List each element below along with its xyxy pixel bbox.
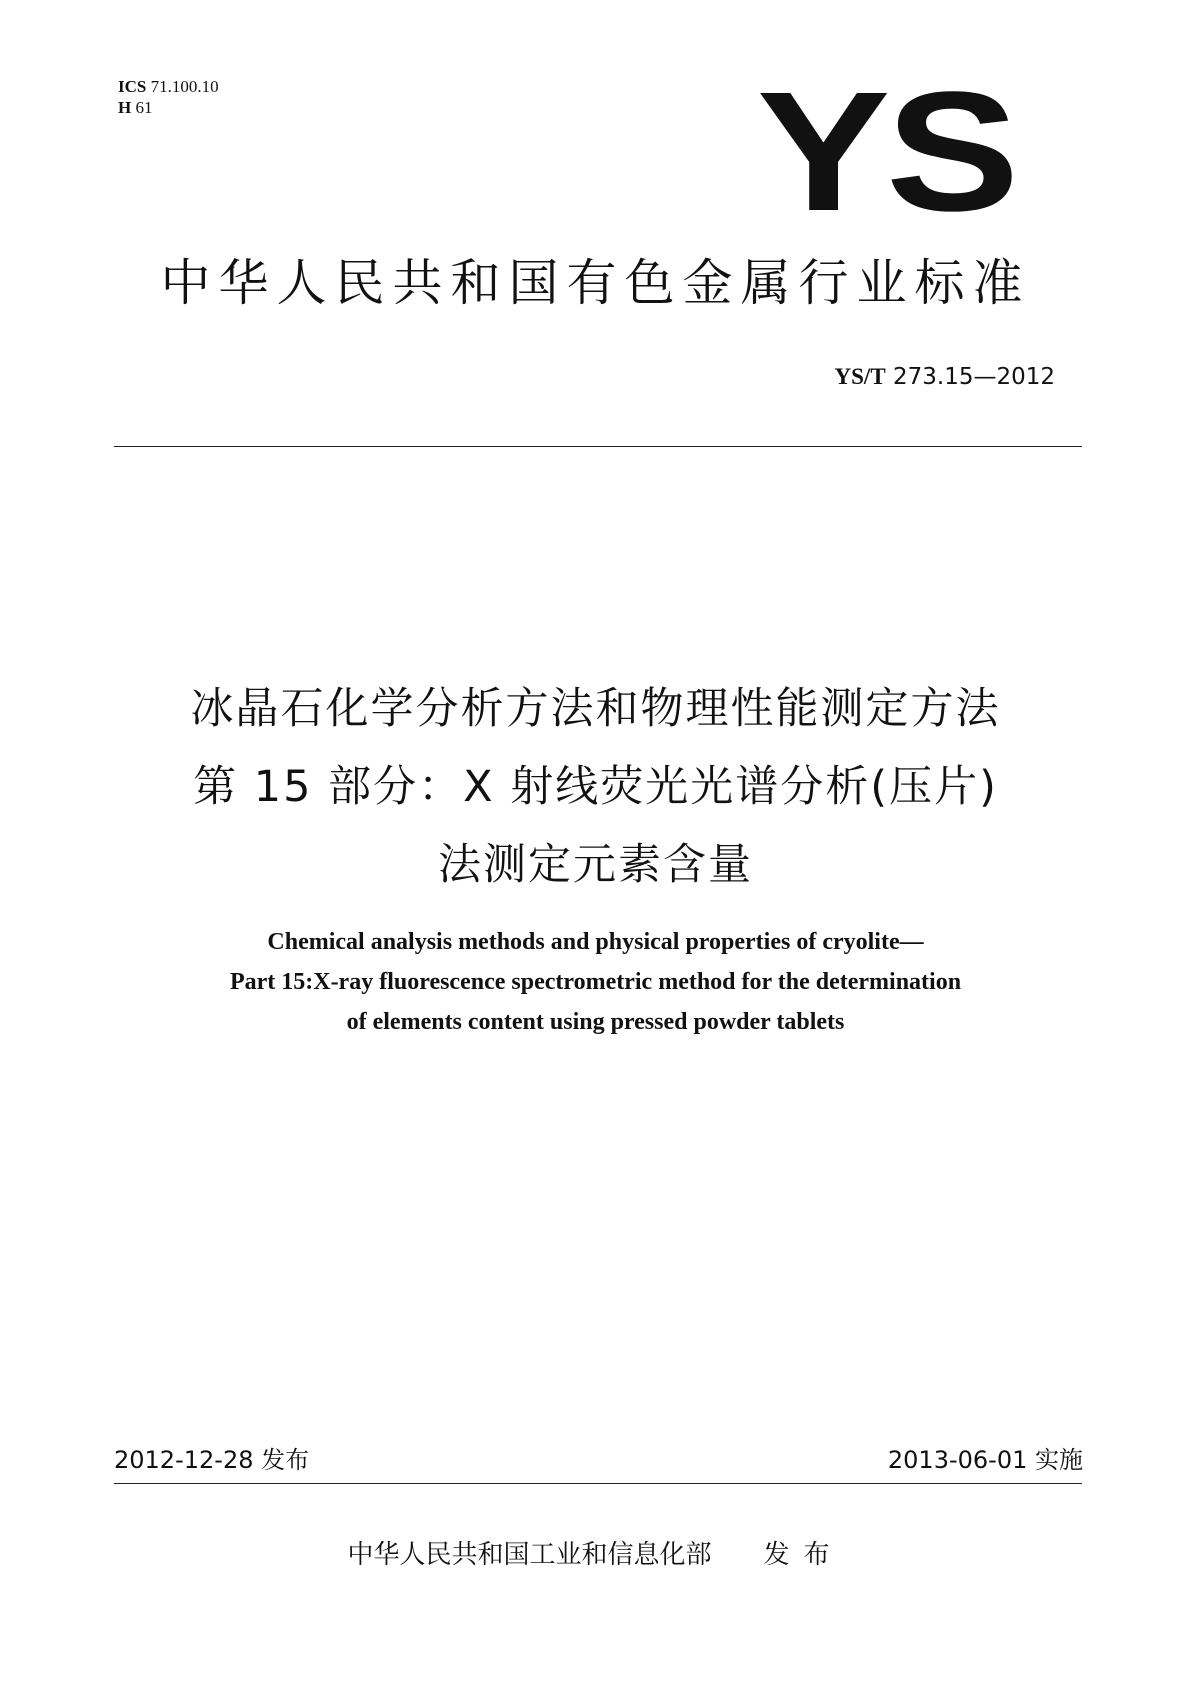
- chinese-title: [0, 670, 1191, 904]
- ccs-code: 61: [135, 98, 153, 117]
- english-title-line-3: of elements content using pressed powder tablets: [346, 1009, 845, 1035]
- chinese-title-line-3: 法测定元素含量: [438, 840, 753, 890]
- ics-label: ICS: [118, 77, 147, 96]
- standard-prefix: YS/T: [834, 364, 886, 389]
- organization-title: 中华人民共和国有色金属行业标准: [160, 254, 1031, 312]
- english-title-line-1: Chemical analysis methods and physical properties of cryolite—: [267, 929, 924, 955]
- ccs-line: [118, 97, 219, 118]
- publisher-action: 发布: [763, 1540, 844, 1570]
- chinese-title-line-2: 第 15 部分：X 射线荧光光谱分析(压片): [193, 762, 998, 812]
- ics-code: 71.100.10: [150, 77, 219, 96]
- english-title-line-2: Part 15:X-ray fluorescence spectrometric method for the determination: [229, 969, 962, 995]
- header-divider: [114, 446, 1082, 447]
- implementation-date: 2013-06-01 实施: [887, 1446, 1083, 1474]
- standard-number: [835, 362, 1055, 392]
- ys-logo: YS: [756, 57, 1015, 247]
- chinese-title-line-1: 冰晶石化学分析方法和物理性能测定方法: [190, 684, 1001, 734]
- ccs-label: H: [118, 98, 132, 117]
- issue-date: 2012-12-28 发布: [114, 1446, 310, 1474]
- publisher-name: 中华人民共和国工业和信息化部: [347, 1540, 712, 1570]
- standard-code: 273.15—2012: [892, 364, 1055, 390]
- footer-divider: [114, 1483, 1082, 1484]
- classification-codes: [118, 76, 219, 118]
- ics-line: [118, 76, 219, 97]
- publisher: [0, 1538, 1191, 1572]
- english-title: [0, 922, 1191, 1042]
